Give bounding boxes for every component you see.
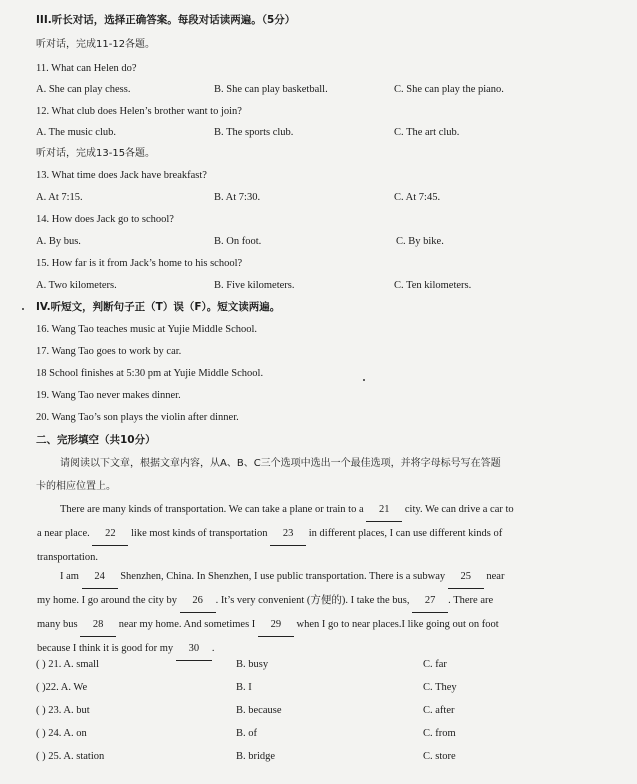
option-row-22-a[interactable]: ( )22. A. We [36,682,88,693]
option-row-25-c[interactable]: C. store [423,751,456,762]
option-row-21-a[interactable]: ( ) 21. A. small [36,659,99,670]
margin-dot [22,308,24,310]
question-12-option-a: A. The music club. [36,127,117,138]
passage-text: my home. I go around the city by [37,595,180,606]
question-11-option-c: C. She can play the piano. [394,84,504,95]
passage-text: in different places, I can use different kinds of [306,528,503,539]
option-row-25-a[interactable]: ( ) 25. A. station [36,751,105,762]
question-14-option-b: B. On foot. [214,236,262,247]
passage-text: . It’s very convenient (方便的). I take the bus, [215,595,413,606]
section4-title: IV.听短文，判断句子正（T）误（F）。短文读两遍。 [36,301,281,313]
option-row-24-a[interactable]: ( ) 24. A. on [36,728,87,739]
question-11-option-b: B. She can play basketball. [214,84,328,95]
blank-28[interactable]: 28 [80,613,116,637]
cloze-instruction-line-1: 请阅读以下文章，根据文章内容，从A、B、C三个选项中选出一个最佳选项，并将字母标号写在答题 [60,458,501,469]
question-12-option-c: C. The art club. [394,127,460,138]
blank-23[interactable]: 23 [270,522,306,546]
question-13-option-b: B. At 7:30. [214,192,261,203]
passage-text: . There are [448,595,494,606]
section3-title: III.听长对话，选择正确答案。每段对话读两遍。（5分） [36,14,296,26]
section3-instruction-2: 听对话，完成13-15各题。 [36,148,156,159]
cloze-instruction-line-2: 卡的相应位置上。 [36,481,116,492]
question-11-option-a: A. She can play chess. [36,84,131,95]
blank-21[interactable]: 21 [366,498,402,522]
passage-text: near [483,571,505,582]
blank-29[interactable]: 29 [258,613,294,637]
question-11-stem: 11. What can Helen do? [36,63,137,74]
statement-18: 18 School finishes at 5:30 pm at Yujie Middle School. [36,368,264,379]
question-14-option-c: C. By bike. [396,236,444,247]
option-row-22-c[interactable]: C. They [423,682,457,693]
passage-text: like most kinds of transportation [128,528,271,539]
passage-text: many bus [37,619,81,630]
passage-text: I am [60,571,82,582]
option-row-21-b[interactable]: B. busy [236,659,269,670]
cloze-title: 二、完形填空（共10分） [36,434,156,446]
passage-text: transportation. [37,552,98,563]
question-14-stem: 14. How does Jack go to school? [36,214,174,225]
question-15-option-c: C. Ten kilometers. [394,280,472,291]
speck-dot [363,379,365,381]
cloze-paragraph-1 [37,498,599,569]
option-row-23-c[interactable]: C. after [423,705,455,716]
question-15-stem: 15. How far is it from Jack’s home to his school? [36,258,243,269]
statement-20: 20. Wang Tao’s son plays the violin after dinner. [36,412,239,423]
question-13-stem: 13. What time does Jack have breakfast? [36,170,207,181]
blank-24[interactable]: 24 [82,565,118,589]
passage-text: a near place. [37,528,93,539]
question-13-option-a: A. At 7:15. [36,192,83,203]
blank-30[interactable]: 30 [176,637,212,661]
blank-22[interactable]: 22 [92,522,128,546]
question-12-option-b: B. The sports club. [214,127,294,138]
blank-26[interactable]: 26 [180,589,216,613]
option-row-22-b[interactable]: B. I [236,682,252,693]
option-row-21-c[interactable]: C. far [423,659,447,670]
question-15-option-b: B. Five kilometers. [214,280,295,291]
passage-text: near my home. And sometimes I [116,619,258,630]
passage-text: when I go to near places.I like going out on foot [293,619,499,630]
option-row-23-a[interactable]: ( ) 23. A. but [36,705,90,716]
question-14-option-a: A. By bus. [36,236,81,247]
question-15-option-a: A. Two kilometers. [36,280,117,291]
question-13-option-c: C. At 7:45. [394,192,441,203]
passage-text: There are many kinds of transportation. We can take a plane or train to a [60,504,367,515]
cloze-paragraph-2 [37,565,599,661]
question-12-stem: 12. What club does Helen’s brother want to join? [36,106,242,117]
passage-text: . [211,643,215,654]
statement-17: 17. Wang Tao goes to work by car. [36,346,182,357]
blank-27[interactable]: 27 [412,589,448,613]
blank-25[interactable]: 25 [448,565,484,589]
statement-16: 16. Wang Tao teaches music at Yujie Middle School. [36,324,258,335]
option-row-24-b[interactable]: B. of [236,728,257,739]
option-row-25-b[interactable]: B. bridge [236,751,276,762]
option-row-24-c[interactable]: C. from [423,728,456,739]
section3-instruction-1: 听对话，完成11-12各题。 [36,39,156,50]
passage-text: Shenzhen, China. In Shenzhen, I use public transportation. There is a subway [117,571,448,582]
passage-text: because I think it is good for my [37,643,176,654]
statement-19: 19. Wang Tao never makes dinner. [36,390,181,401]
option-row-23-b[interactable]: B. because [236,705,282,716]
passage-text: city. We can drive a car to [402,504,514,515]
